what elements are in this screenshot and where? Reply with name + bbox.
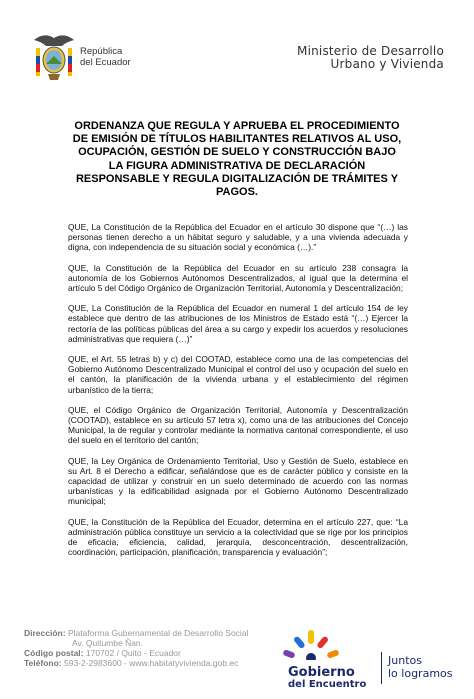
gobierno-logo-icon: [282, 628, 340, 660]
paragraph: QUE, la Constitución de la República del Ecuador en su artículo 238 consagra la autonomía de los Gobiernos Autónomos Descentralizados, al igual que la determina el artículo 5 del Código Orgánico de Organización Territorial, Autonomía y Descentralización;: [68, 262, 408, 294]
ecuador-coat-of-arms-icon: [32, 30, 76, 82]
paragraph: QUE, La Constitución de la República del Ecuador en numeral 1 del artículo 154 de ley establece que dentro de las atribuciones de los Ministros de Estado está “(…) Ejercer la rectoría de las políticas públicas del área a su cargo y expedir los acuerdos y resoluciones administrativas que requiera (…)”: [68, 303, 408, 344]
footer-divider: [381, 652, 382, 684]
address-block: Dirección: Plataforma Gubernamental de Desarrollo Social Av. Quitumbe Ñan. Código postal: 170702 / Quito - Ecuador Teléfono: 593-2-2983600 - www.habitatyvivienda.gob.ec: [24, 628, 249, 668]
document-title: ORDENANZA QUE REGULA Y APRUEBA EL PROCEDIMIENTO DE EMISIÓN DE TÍTULOS HABILITANTES RELATIVOS AL USO, OCUPACIÓN, GESTIÓN DE SUELO Y CONSTRUCCIÓN BAJO LA FIGURA ADMINISTRATIVA DE DECLARACIÓN RESPONSABLE Y REGULA DIGITALIZACIÓN DE TRÁMITES Y PAGOS.: [72, 120, 402, 199]
paragraph: QUE, la Constitución de la República del Ecuador, determina en el artículo 227, que: “La administración pública constituye un servicio a la colectividad que se rige por los principios de eficacia, eficiencia, calidad, jerarquía, desconcentración, descentralización, coordinación, participación, planificación, transparencia y evaluación”;: [68, 516, 408, 558]
footer: [0, 622, 474, 699]
paragraph: QUE, el Art. 55 letras b) y c) del COOTAD, establece como una de las competencias del Gobierno Autónomo Descentralizado Municipal el control del uso y ocupación del suelo en el cantón, la planificación de la vivienda urbana y el establecimiento del régimen urbanístico de la tierra;: [68, 354, 408, 395]
juntos-lo-logramos-label: Juntos lo logramos: [388, 654, 453, 680]
gobierno-del-encuentro-label: Gobierno del Encuentro: [288, 665, 367, 690]
ministerio-label: Ministerio de Desarrollo Urbano y Vivienda: [297, 44, 444, 71]
republica-del-ecuador-label: República del Ecuador: [80, 46, 131, 68]
paragraph: QUE, La Constitución de la República del Ecuador en el artículo 30 dispone que “(…) las personas tienen derecho a un hábitat seguro y saludable, y a una vivienda adecuada y digna, con independencia de su situación social y económica (…).”: [68, 222, 408, 253]
document-body: [68, 222, 408, 567]
letterhead: [0, 0, 474, 92]
paragraph: QUE, la Ley Orgánica de Ordenamiento Territorial, Uso y Gestión de Suelo, establece en su Art. 8 el Derecho a edificar, señalándose que es de carácter público y consiste en la capacidad de utilizar y construir en un suelo determinado de acuerdo con las normas urbanísticas y la edificabilidad asignada por el Gobierno Autónomo Descentralizado municipal;: [68, 455, 408, 507]
paragraph: QUE, el Código Orgánico de Organización Territorial, Autonomía y Descentralización (COOTAD), establece en su artículo 57 letra x), como una de las atribuciones del Concejo Municipal, la de regular y controlar mediante la normativa cantonal correspondiente, el uso del suelo en el territorio del cantón;: [68, 404, 408, 446]
